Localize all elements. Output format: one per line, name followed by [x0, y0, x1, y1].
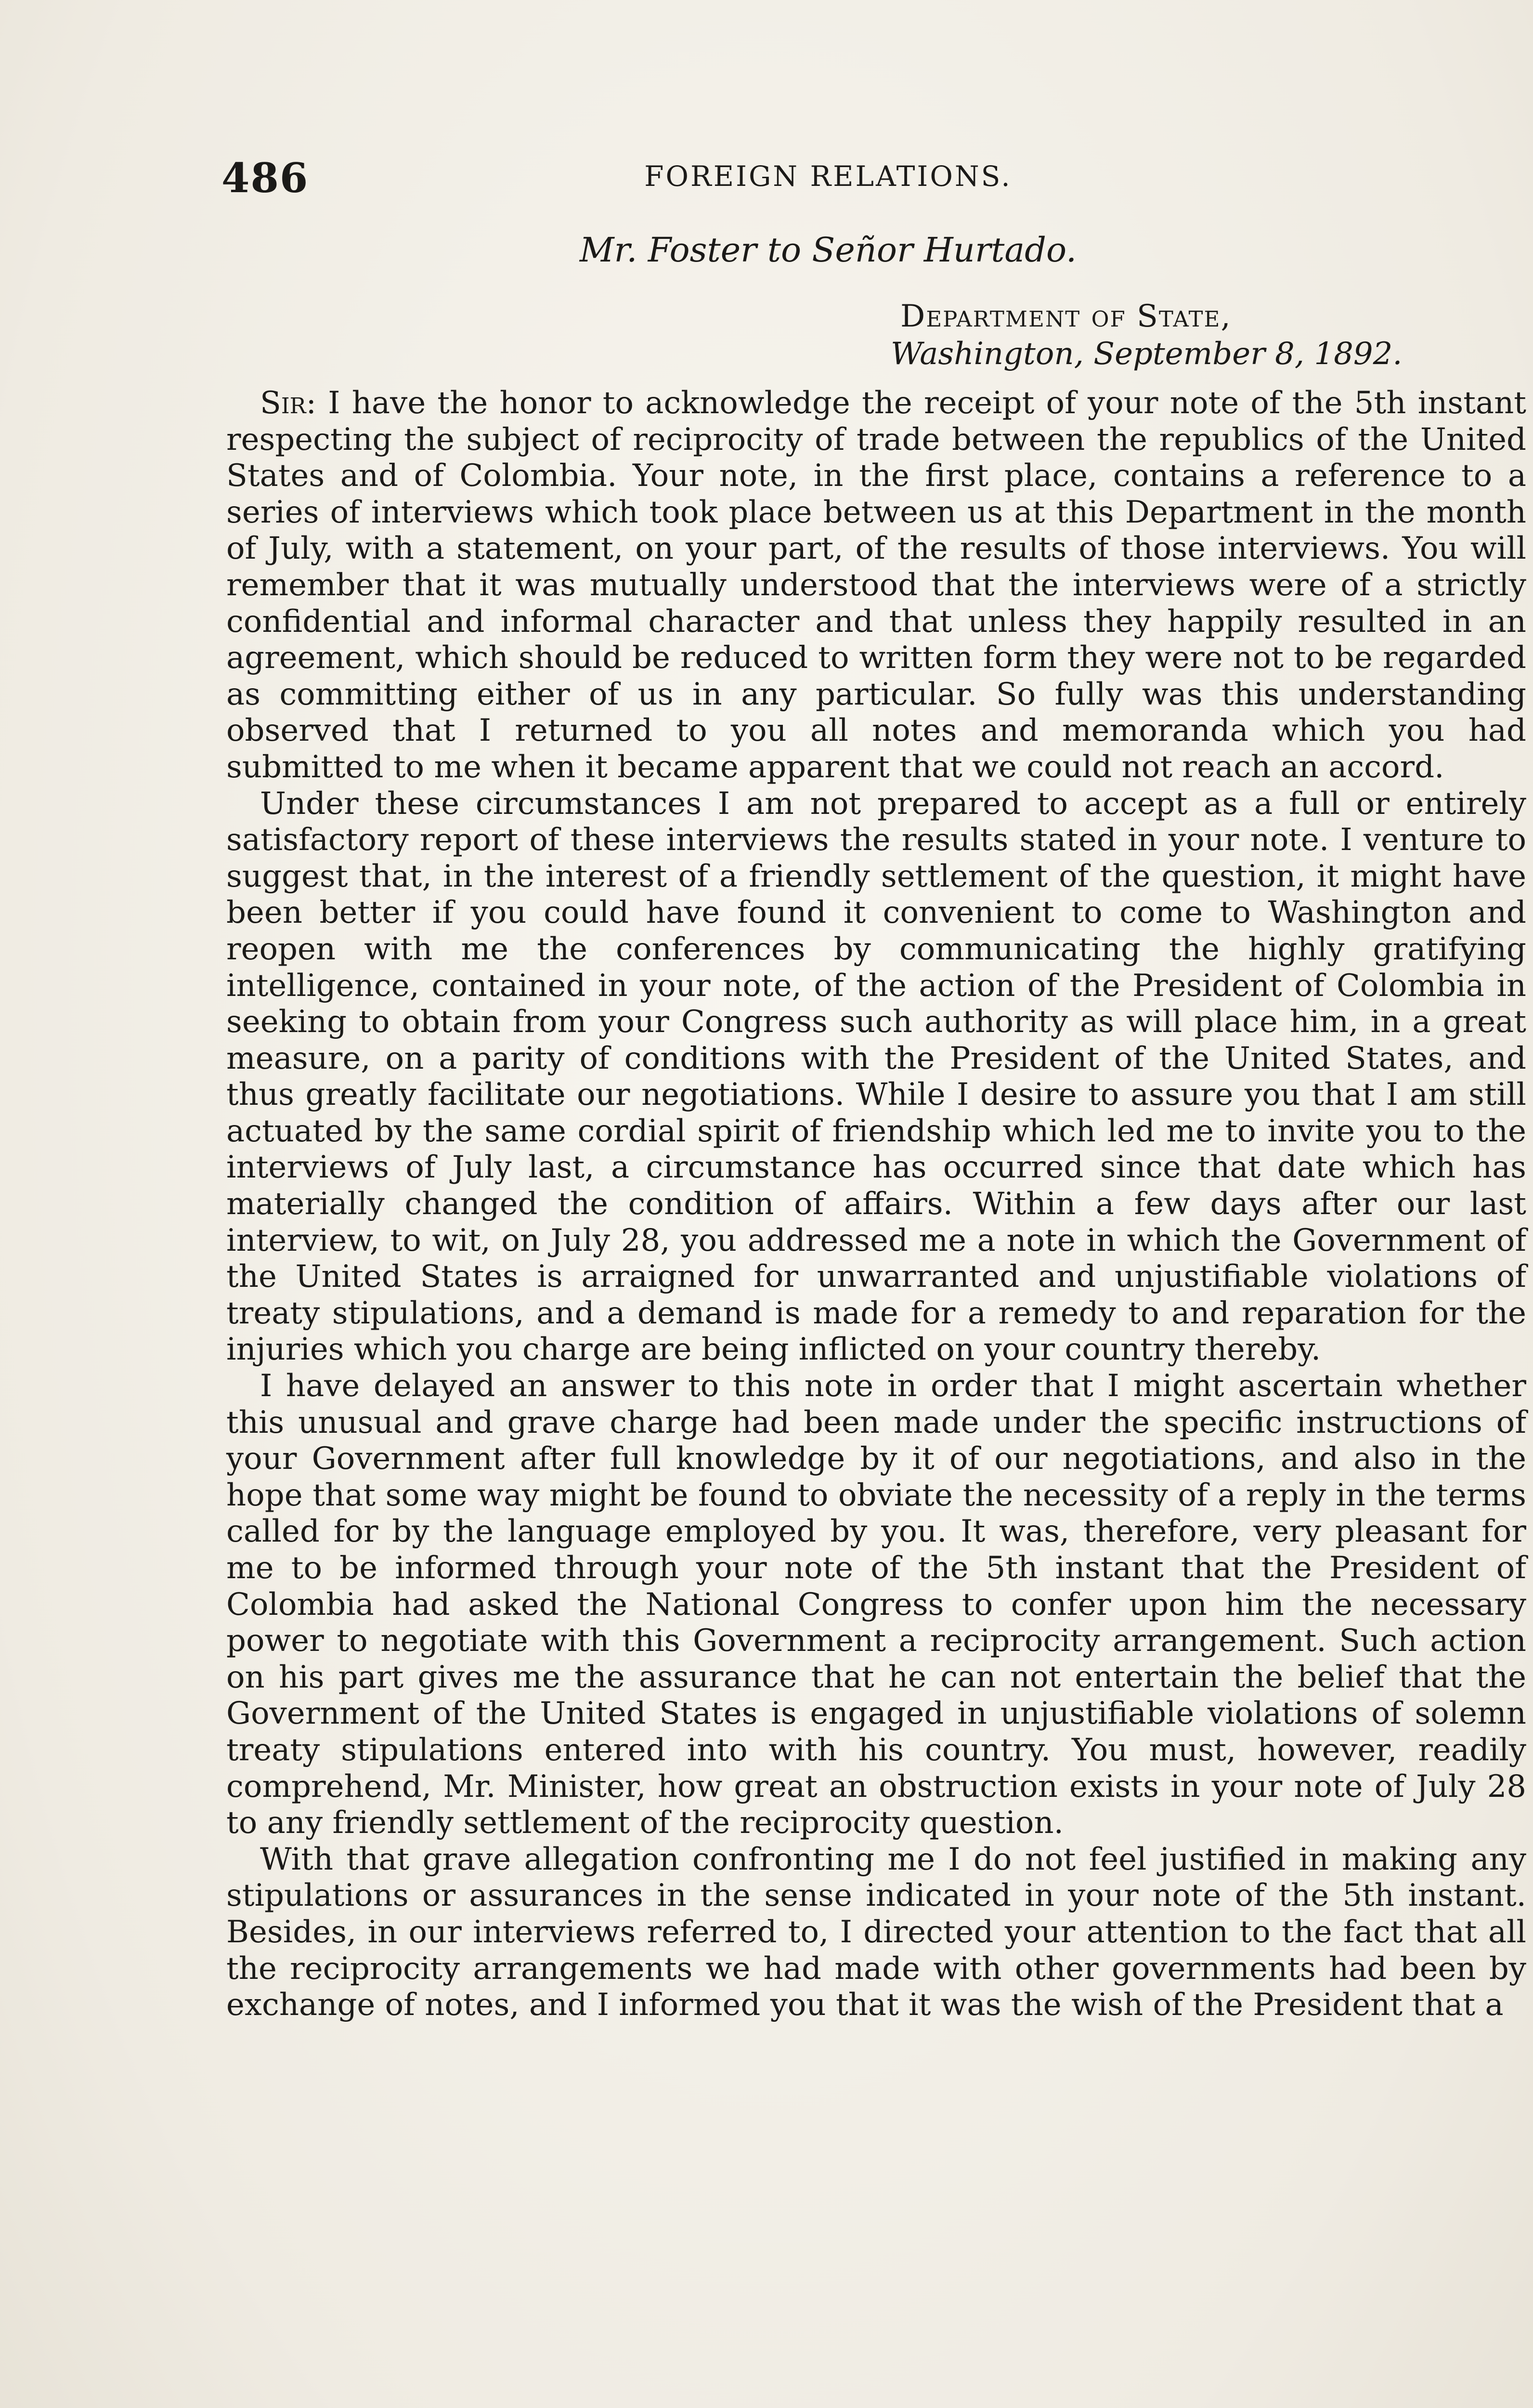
paragraph [226, 1368, 1526, 1842]
page-header [221, 154, 1435, 207]
paragraph-text: I have the honor to acknowledge the receipt of your note of the 5th instant respecting the subject of reciprocity of trade between the republics of the United States and of Colombia. Your note, in the first place, contains a reference to a series of interviews which took place between us at this Department in the month of July, with a statement, on your part, of the results of those interviews. You will remember that it was mutually understood that the interviews were of a strictly confidential and informal character and that unless they happily resulted in an agreement, which should be reduced to written form they were not to be regarded as committing either of us in any particular. So fully was this understanding observed that I returned to you all notes and memoranda which you had submitted to me when it became apparent that we could not reach an accord. [226, 385, 1526, 785]
page-number: 486 [221, 154, 309, 202]
paragraph-text: With that grave allegation confronting me I do not feel justified in making any stipulations or assurances in the sense indicated in your note of the 5th instant. Besides, in our interviews referred to, I directed your attention to the fact that all the reciprocity arrangements we had made with other governments had been by exchange of notes, and I informed you that it was the wish of the President that a [226, 1841, 1526, 2023]
dateline [891, 299, 1444, 372]
paragraph [226, 1842, 1526, 2024]
letter-body [226, 385, 1526, 2024]
salutation: Sir: [260, 385, 317, 421]
running-head: FOREIGN RELATIONS. [644, 160, 1012, 193]
paragraph [226, 786, 1526, 1369]
letter-title: Mr. Foster to Señor Hurtado. [579, 230, 1077, 270]
paragraph [226, 385, 1526, 786]
paragraph-text: I have delayed an answer to this note in order that I might ascertain whether this unusual and grave charge had been made under the specific instructions of your Government after full knowledge by it of our negotiations, and also in the hope that some way might be found to obviate the necessity of a reply in the terms called for by the language employed by you. It was, therefore, very pleasant for me to be informed through your note of the 5th instant that the President of Colombia had asked the National Congress to confer upon him the necessary power to negotiate with this Government a reciprocity arrangement. Such action on his part gives me the assurance that he can not entertain the belief that the Government of the United States is engaged in unjustifiable violations of solemn treaty stipulations entered into with his country. You must, however, readily comprehend, Mr. Minister, how great an obstruction exists in your note of July 28 to any friendly settlement of the reciprocity question. [226, 1368, 1526, 1841]
department-name: Department of State, [900, 299, 1232, 334]
letter-date: Washington, September 8, 1892. [891, 336, 1403, 372]
paragraph-text: Under these circumstances I am not prepared to accept as a full or entirely satisfactory report of these interviews the results stated in your note. I venture to suggest that, in the interest of a friendly settlement of the question, it might have been better if you could have found it convenient to come to Washington and reopen with me the conferences by communicating the highly gratifying intelligence, contained in your note, of the action of the President of Colombia in seeking to obtain from your Congress such authority as will place him, in a great measure, on a parity of conditions with the President of the United States, and thus greatly facilitate our negotiations. While I desire to assure you that I am still actuated by the same cordial spirit of friendship which led me to invite you to the interviews of July last, a circumstance has occurred since that date which has materially changed the condition of affairs. Within a few days after our last interview, to wit, on July 28, you addressed me a note in which the Government of the United States is arraigned for unwarranted and unjustifiable violations of treaty stipulations, and a demand is made for a remedy to and reparation for the injuries which you charge are being inflicted on your country thereby. [226, 785, 1526, 1368]
